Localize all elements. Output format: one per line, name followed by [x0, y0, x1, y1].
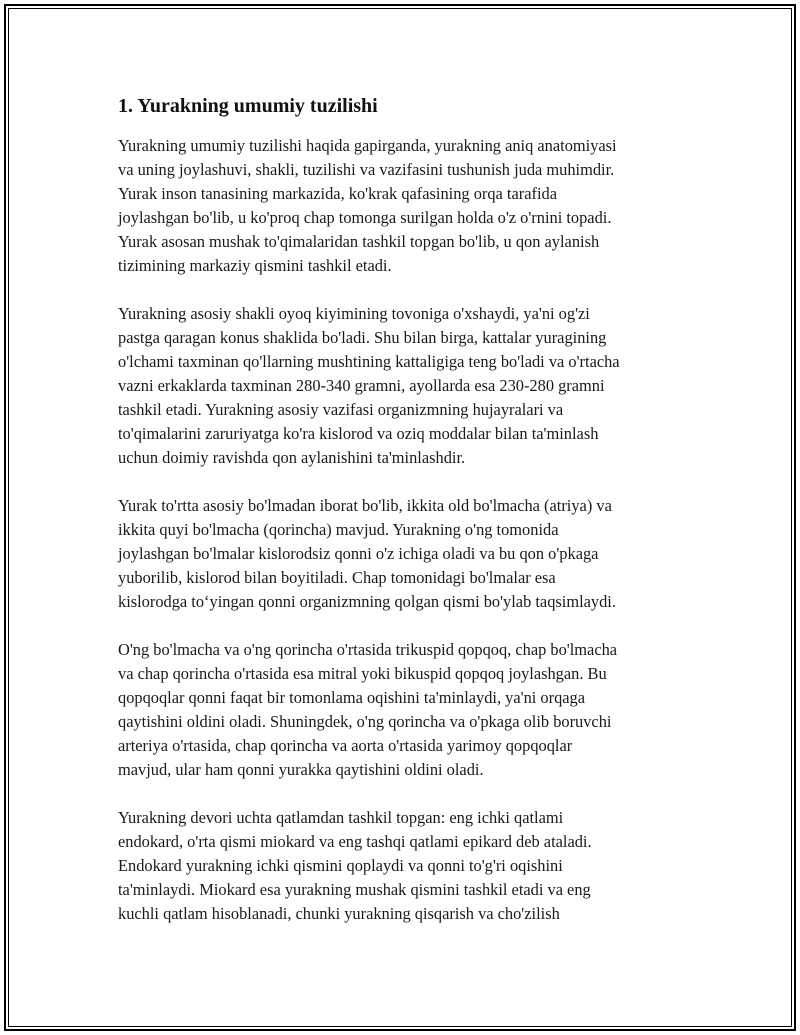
text-line: yuborilib, kislorod bilan boyitiladi. Chap tomonidagi bo'lmalar esa	[118, 568, 556, 587]
text-line: to'qimalarini zaruriyatga ko'ra kislorod va oziq moddalar bilan ta'minlash	[118, 424, 599, 443]
text-line: qopqoqlar qonni faqat bir tomonlama oqishini ta'minlaydi, ya'ni orqaga	[118, 688, 586, 707]
text-line: mavjud, ular ham qonni yurakka qaytishini oldini oladi.	[118, 760, 484, 779]
text-line: Yurakning umumiy tuzilishi haqida gapirganda, yurakning aniq anatomiyasi	[118, 136, 617, 155]
text-line: va chap qorincha o'rtasida esa mitral yoki bikuspid qopqoq joylashgan. Bu	[118, 664, 607, 683]
text-line: Yurak asosan mushak to'qimalaridan tashkil topgan bo'lib, u qon aylanish	[118, 232, 600, 251]
paragraph	[118, 806, 688, 926]
text-line: tashkil etadi. Yurakning asosiy vazifasi organizmning hujayralari va	[118, 400, 564, 419]
paragraph	[118, 638, 688, 782]
paragraph-list	[118, 134, 688, 926]
text-line: kislorodga to‘yingan qonni organizmning qolgan qismi bo'ylab taqsimlaydi.	[118, 592, 616, 611]
section-heading: 1. Yurakning umumiy tuzilishi	[118, 95, 378, 117]
text-line: vazni erkaklarda taxminan 280-340 gramni, ayollarda esa 230-280 gramni	[118, 376, 605, 395]
text-line: ikkita quyi bo'lmacha (qorincha) mavjud. Yurakning o'ng tomonida	[118, 520, 559, 539]
paragraph	[118, 494, 688, 614]
text-line: endokard, o'rta qismi miokard va eng tashqi qatlami epikard deb ataladi.	[118, 832, 592, 851]
text-line: joylashgan bo'lib, u ko'proq chap tomonga surilgan holda o'z o'rnini topadi.	[118, 208, 612, 227]
document-body	[118, 92, 688, 950]
text-line: O'ng bo'lmacha va o'ng qorincha o'rtasida trikuspid qopqoq, chap bo'lmacha	[118, 640, 618, 659]
text-line: ta'minlaydi. Miokard esa yurakning mushak qismini tashkil etadi va eng	[118, 880, 591, 899]
text-line: arteriya o'rtasida, chap qorincha va aorta o'rtasida yarimoy qopqoqlar	[118, 736, 573, 755]
text-line: joylashgan bo'lmalar kislorodsiz qonni o'z ichiga oladi va bu qon o'pkaga	[118, 544, 599, 563]
paragraph	[118, 134, 688, 278]
text-line: kuchli qatlam hisoblanadi, chunki yurakning qisqarish va cho'zilish	[118, 904, 560, 923]
text-line: o'lchami taxminan qo'llarning mushtining kattaligiga teng bo'ladi va o'rtacha	[118, 352, 620, 371]
text-line: Yurakning asosiy shakli oyoq kiyimining tovoniga o'xshaydi, ya'ni og'zi	[118, 304, 590, 323]
text-line: pastga qaragan konus shaklida bo'ladi. Shu bilan birga, kattalar yuragining	[118, 328, 607, 347]
text-line: tizimining markaziy qismini tashkil etadi.	[118, 256, 392, 275]
paragraph	[118, 302, 688, 470]
text-line: qaytishini oldini oladi. Shuningdek, o'ng qorincha va o'pkaga olib boruvchi	[118, 712, 612, 731]
text-line: uchun doimiy ravishda qon aylanishini ta'minlashdir.	[118, 448, 466, 467]
text-line: Endokard yurakning ichki qismini qoplaydi va qonni to'g'ri oqishini	[118, 856, 563, 875]
text-line: va uning joylashuvi, shakli, tuzilishi va vazifasini tushunish juda muhimdir.	[118, 160, 615, 179]
text-line: Yurakning devori uchta qatlamdan tashkil topgan: eng ichki qatlami	[118, 808, 564, 827]
text-line: Yurak to'rtta asosiy bo'lmadan iborat bo'lib, ikkita old bo'lmacha (atriya) va	[118, 496, 612, 515]
text-line: Yurak inson tanasining markazida, ko'krak qafasining orqa tarafida	[118, 184, 557, 203]
